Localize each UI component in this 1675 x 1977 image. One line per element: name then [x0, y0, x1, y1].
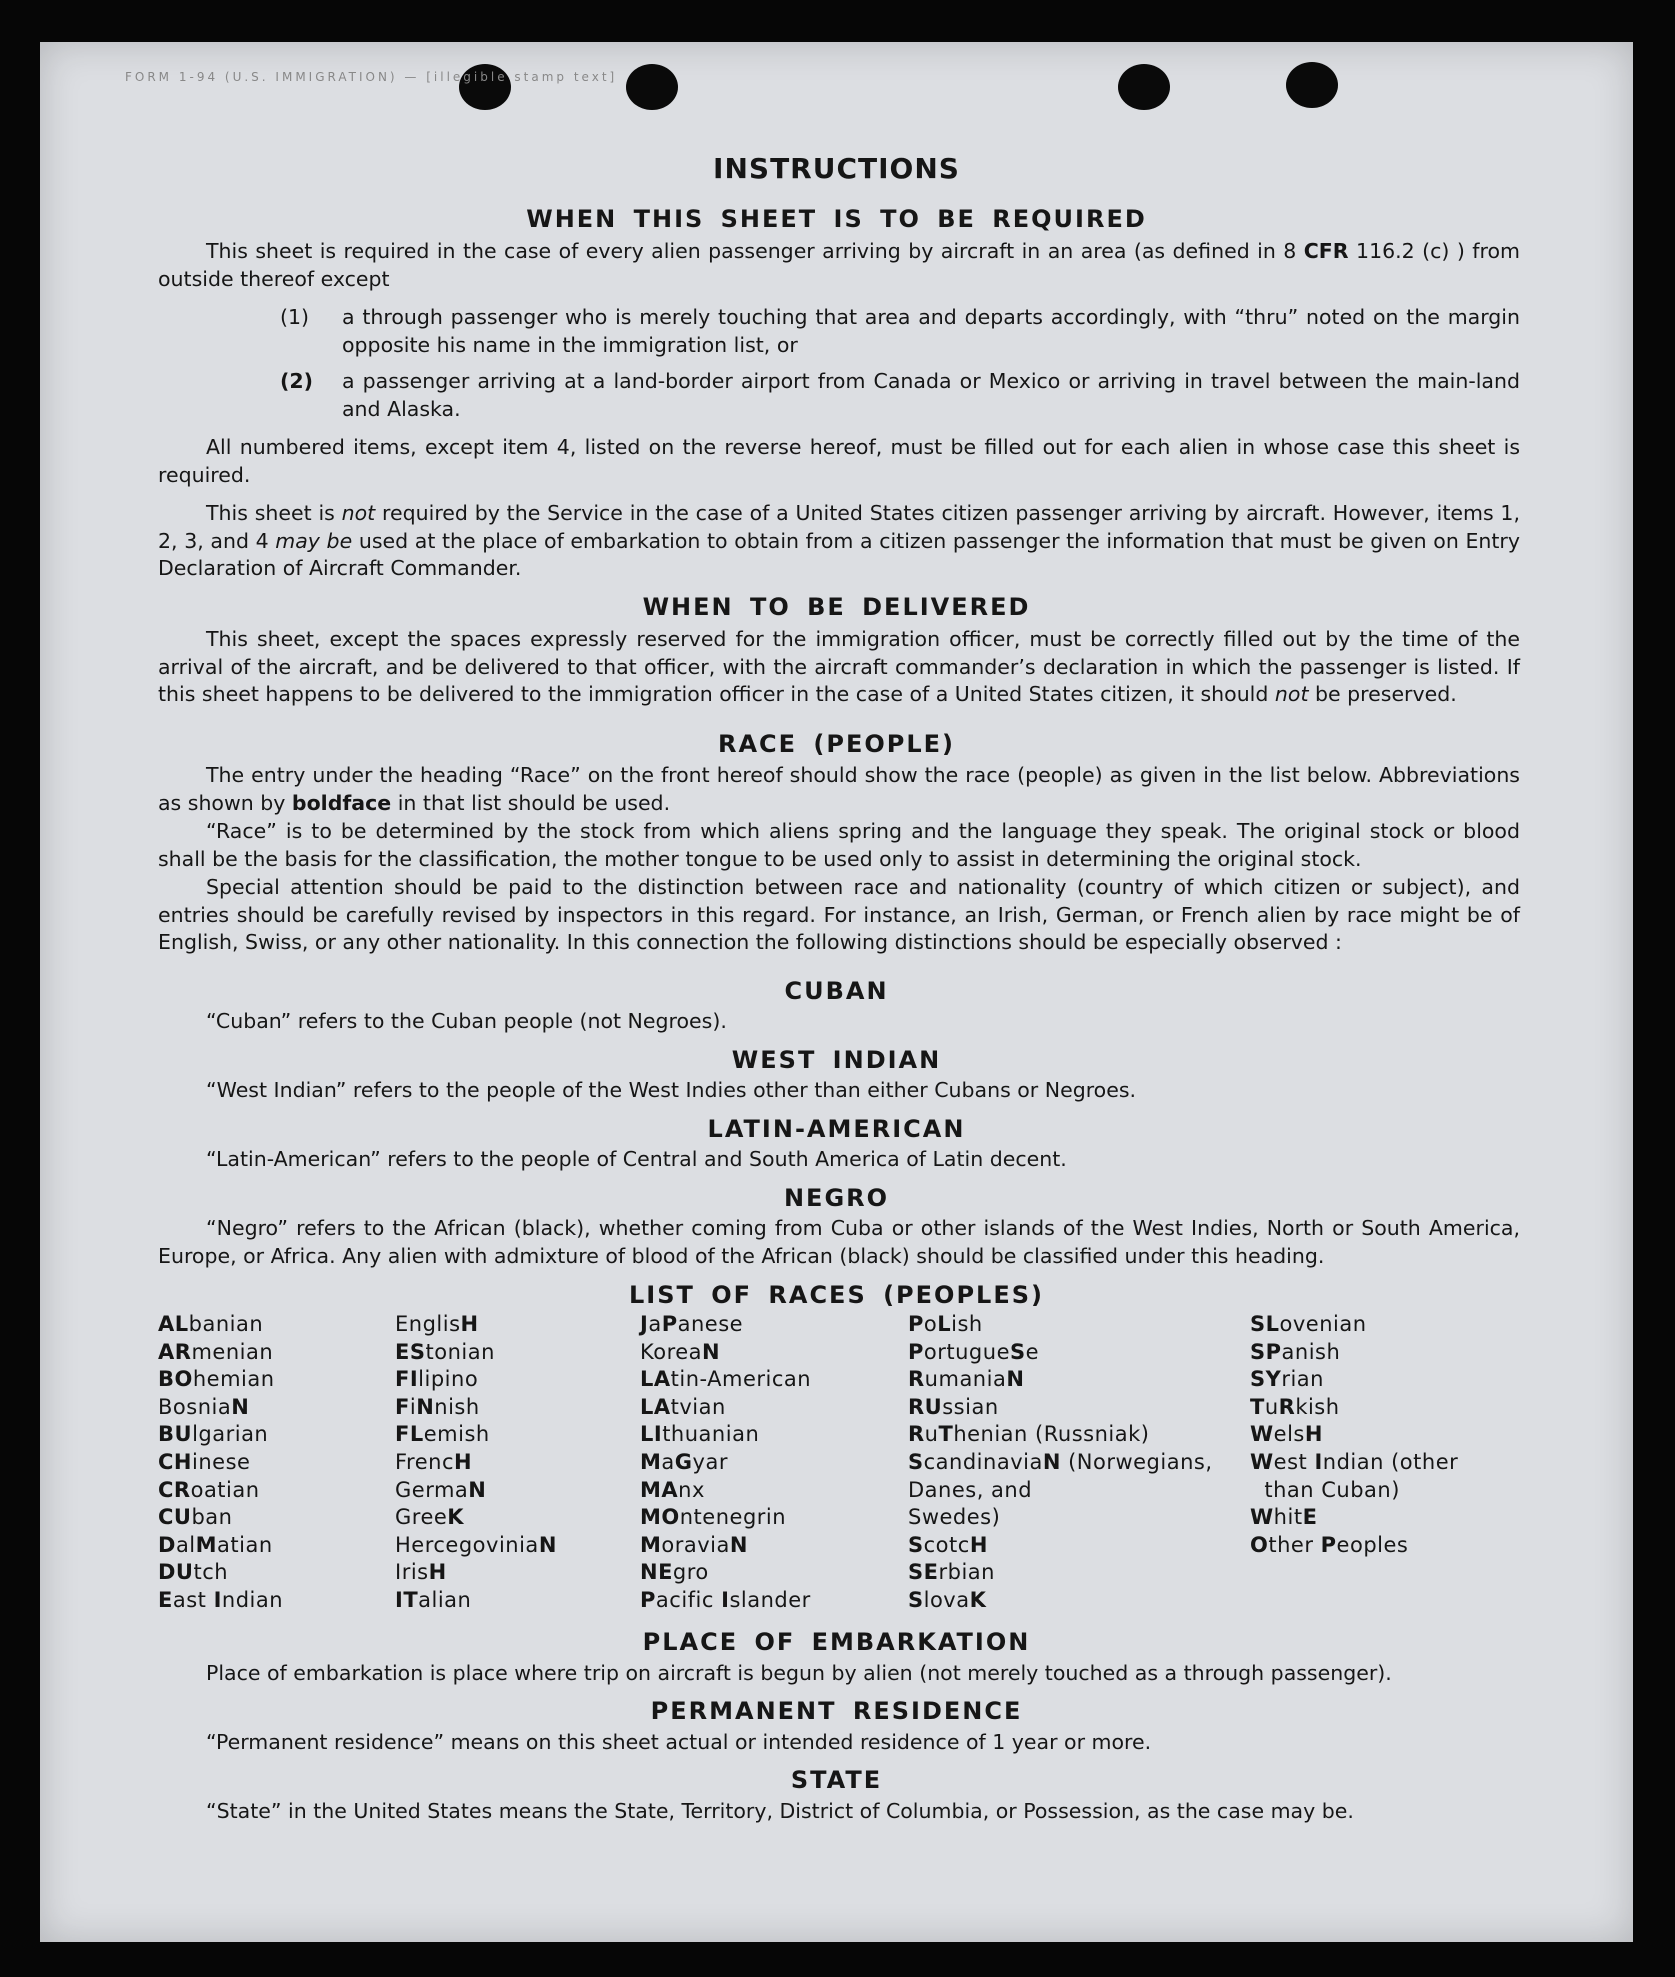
race-list-item: ALbanian [158, 1312, 264, 1336]
paragraph-when-delivered: This sheet, except the spaces expressly reserved for the immigration officer, must be correctly filled out by the time of the arrival of the aircraft, and be delivered to that officer, with the aircraft commander’s declaration in which the passenger is listed. If this sheet happens to be delivered to the immigration officer in the case of a United States citizen, it should not be preserved. [158, 627, 1520, 706]
heading-place-of-embarkation: PLACE OF EMBARKATION [642, 1628, 1031, 1656]
heading-list-of-races: LIST OF RACES (PEOPLES) [629, 1281, 1044, 1309]
race-list-item: East Indian [158, 1587, 284, 1612]
race-list-item: PoLish [908, 1312, 983, 1336]
race-list-item: CUban [158, 1505, 233, 1530]
race-list-item: WhitE [1250, 1505, 1318, 1530]
race-list-item: CHinese [158, 1449, 251, 1474]
race-list-item: FLemish [395, 1422, 490, 1447]
race-list-item: Danes, and [908, 1477, 1033, 1502]
definition-negro: “Negro” refers to the African (black), whether coming from Cuba or other islands of the West Indies, North or South America, Europe, or Africa. Any alien with admixture of blood of the African (black) should be classified under this heading. [158, 1216, 1520, 1268]
document-sheet: FORM 1-94 (U.S. IMMIGRATION) — [illegible stamp text] INSTRUCTIONS WHEN THIS SHEET IS TO BE REQUIRED This sheet is required in the case of every alien passenger arriving by aircraft in an area (as defined in 8 CFR 116.2 (c) ) from outside thereof except (1) a through passenger who is merely touching that area and departs accordingly, with “thru” noted on the margin opposite his name in the immigration list, or (2) a passenger arriving at a land-border airport from Canada or Mexico or arriving in travel between the main-land and Alaska. All numbered items, except item 4, listed on the reverse hereof, must be filled out for each alien in whose case this sheet is required. This sheet is not required by the Service in the case of a United States citizen passenger arriving by aircraft. However, items 1, 2, 3, and 4 may be used at the place of embarkation to obtain from a citizen passenger the information that must be given on Entry Declaration of Aircraft Commander. WHEN TO BE DELIVERED This sheet, except the spaces expressly reserved for the immigration officer, must be correctly filled out by the time of the arrival of the aircraft, and be delivered to that officer, with the aircraft commander’s declaration in which the passenger is listed. If this sheet happens to be delivered to the immigration officer in the case of a United States citizen, it should not be preserved. RACE (PEOPLE) The entry under the heading “Race” on the front hereof should show the race (people) as given in the list below. Abbreviations as shown by boldface in that list should be used. “Race” is to be determined by the stock from which aliens spring and the language they speak. The original stock or blood shall be the basis for the classification, the mother tongue to be used only to assist in determining the original stock. Special attention should be paid to the distinction between race and nationality (country of which citizen or subject), and entries should be carefully revised by inspectors in this regard. For instance, an Irish, German, or French alien by race might be of English, Swiss, or any other nationality. In this connection the following distinctions should be especially observed : CUBAN “Cuban” refers to the Cuban people (not Negroes). WEST INDIAN “West Indian” refers to the people of the West Indies other than either Cubans or Negroes. LATIN-AMERICAN “Latin-American” refers to the people of Central and South America of Latin decent. NEGRO “Negro” refers to the African (black), whether coming from Cuba or other islands of the West Indies, North or South America, Europe, or Africa. Any alien with admixture of blood of the African (black) should be classified under this heading. LIST OF RACES (PEOPLES) ALbanian ARmenian BOhemian BosniaN BUlgarian CHinese CRoatian CUban DalMatian DUtch East Indian EnglisH EStonian FIlipino FiNnish FLemish FrencH GermaN GreeK HercegoviniaN IrisH ITalian JaPanese KoreaN LAtin-American LAtvian LIthuanian MaGyar MAnx MOntenegrin MoraviaN NEgro Pacific Islander PoLish PortugueSe RumaniaN RUssian RuThenian (Russniak) ScandinaviaN (Norwegians, Danes, and Swedes) ScotcH SErbian SlovaK SLovenian SPanish SYrian TuRkish WelsH West Indian (other than Cuban) WhitE Other Peoples PLACE OF EMBARKATION Place of embarkation is place where trip on aircraft is begun by alien (not merely touched as a through passenger). PERMANENT RESIDENCE “Permanent residence” means on this sheet actual or intended residence of 1 year or more. STATE “State” in the United States means the State, Territory, District of Columbia, or Possession, as the case may be. [40, 42, 1633, 1942]
page-title: INSTRUCTIONS [713, 152, 960, 185]
punch-hole [626, 64, 678, 110]
paragraph-race-nationality: Special attention should be paid to the distinction between race and nationality (country of which citizen or subject), and entries should be carefully revised by inspectors in this regard. For instance, an Irish, German, or French alien by race might be of English, Swiss, or any other nationality. In this connection the following distinctions should be especially observed : [158, 875, 1520, 954]
race-column [395, 1311, 557, 1615]
definition-latin-american: “Latin-American” refers to the people of Central and South America of Latin decent. [206, 1147, 1067, 1171]
faded-stamp: FORM 1-94 (U.S. IMMIGRATION) — [illegible stamp text] [125, 70, 618, 84]
race-list-item: PortugueSe [908, 1339, 1040, 1364]
race-list-item: LAtin-American [640, 1367, 812, 1392]
paragraph-numbered-items: All numbered items, except item 4, listed on the reverse hereof, must be filled out for each alien in whose case this sheet is required. [158, 435, 1520, 487]
heading-race: RACE (PEOPLE) [717, 730, 956, 758]
race-list-item: DalMatian [158, 1532, 273, 1557]
definition-state: “State” in the United States means the State, Territory, District of Columbia, or Possession, as the case may be. [206, 1799, 1354, 1823]
race-list-item: ScotcH [908, 1532, 988, 1557]
race-list-item: MAnx [640, 1477, 705, 1502]
race-list-item: LAtvian [640, 1394, 726, 1419]
heading-state: STATE [790, 1766, 883, 1794]
race-list-item: RUssian [908, 1394, 999, 1419]
punch-hole [1286, 62, 1338, 108]
race-list-item: NEgro [640, 1560, 709, 1585]
race-list-item: FrencH [395, 1449, 473, 1474]
definition-cuban: “Cuban” refers to the Cuban people (not Negroes). [206, 1009, 727, 1033]
race-list-item: SLovenian [1250, 1312, 1367, 1336]
paragraph-race-stock: “Race” is to be determined by the stock from which aliens spring and the language they speak. The original stock or blood shall be the basis for the classification, the mother tongue to be used only to assist in determining the original stock. [158, 819, 1520, 871]
heading-cuban: CUBAN [784, 977, 889, 1005]
race-column [158, 1311, 283, 1615]
race-list-item: MaGyar [640, 1449, 728, 1474]
race-list-item: HercegoviniaN [395, 1532, 557, 1557]
race-list-item: KoreaN [640, 1339, 721, 1364]
definition-embarkation: Place of embarkation is place where trip on aircraft is begun by alien (not merely touched as a through passenger). [206, 1661, 1392, 1685]
race-list-item: Other Peoples [1250, 1532, 1409, 1557]
race-list-item: IrisH [395, 1560, 447, 1585]
definition-west-indian: “West Indian” refers to the people of the West Indies other than either Cubans or Negroes. [206, 1078, 1137, 1102]
heading-when-required: WHEN THIS SHEET IS TO BE REQUIRED [526, 205, 1147, 233]
heading-latin-american: LATIN-AMERICAN [707, 1115, 966, 1143]
heading-when-delivered: WHEN TO BE DELIVERED [642, 593, 1031, 621]
race-list-item: SlovaK [908, 1587, 987, 1612]
heading-permanent-residence: PERMANENT RESIDENCE [650, 1697, 1023, 1725]
race-list-item: ScandinaviaN (Norwegians, [908, 1449, 1213, 1474]
race-list-item: SYrian [1250, 1367, 1324, 1392]
race-column [1250, 1311, 1458, 1559]
race-column [908, 1311, 1213, 1615]
paragraph-when-required-intro: This sheet is required in the case of every alien passenger arriving by aircraft in an area (as defined in 8 CFR 116.2 (c) ) from outside thereof except [158, 239, 1520, 291]
race-list-item: WelsH [1250, 1422, 1323, 1447]
race-list-item: GermaN [395, 1477, 487, 1502]
race-list-item: West Indian (other [1250, 1449, 1459, 1474]
race-list-item: ITalian [395, 1587, 472, 1612]
race-list-item: TuRkish [1250, 1394, 1340, 1419]
race-list-item: CRoatian [158, 1477, 260, 1502]
race-list-item: BosniaN [158, 1394, 250, 1419]
race-list-item: Swedes) [908, 1505, 1001, 1530]
punch-hole [1118, 64, 1170, 110]
definition-permanent-residence: “Permanent residence” means on this sheet actual or intended residence of 1 year or more. [206, 1730, 1152, 1754]
race-list-item: FiNnish [395, 1394, 480, 1419]
heading-west-indian: WEST INDIAN [731, 1046, 942, 1074]
race-list-item: RumaniaN [908, 1367, 1025, 1392]
race-list-item: JaPanese [640, 1312, 744, 1336]
race-list-item: BUlgarian [158, 1422, 269, 1447]
race-list-item: MOntenegrin [640, 1505, 787, 1530]
race-list-item: ARmenian [158, 1339, 274, 1364]
race-column [640, 1311, 811, 1615]
race-list-item: Pacific Islander [640, 1587, 811, 1612]
paragraph-race-entry: The entry under the heading “Race” on the front hereof should show the race (people) as given in the list below. Abbreviations as shown by boldface in that list should be used. [158, 763, 1520, 815]
paragraph-citizen-passenger: This sheet is not required by the Service in the case of a United States citizen passenger arriving by aircraft. However, items 1, 2, 3, and 4 may be used at the place of embarkation to obtain from a citizen passenger the information that must be given on Entry Declaration of Aircraft Commander. [158, 501, 1520, 580]
race-list-item: RuThenian (Russniak) [908, 1422, 1150, 1447]
race-list-item: DUtch [158, 1560, 229, 1585]
race-list-item: MoraviaN [640, 1532, 748, 1557]
heading-negro: NEGRO [783, 1184, 890, 1212]
race-list-item: EStonian [395, 1339, 495, 1364]
race-list-item: LIthuanian [640, 1422, 760, 1447]
race-list-item: FIlipino [395, 1367, 479, 1392]
race-list-item: GreeK [395, 1505, 465, 1530]
race-list-item: EnglisH [395, 1312, 479, 1336]
race-list-item: SPanish [1250, 1339, 1341, 1364]
race-list-item: than Cuban) [1250, 1477, 1400, 1502]
race-list-item: BOhemian [158, 1367, 275, 1392]
race-list-item: SErbian [908, 1560, 995, 1585]
